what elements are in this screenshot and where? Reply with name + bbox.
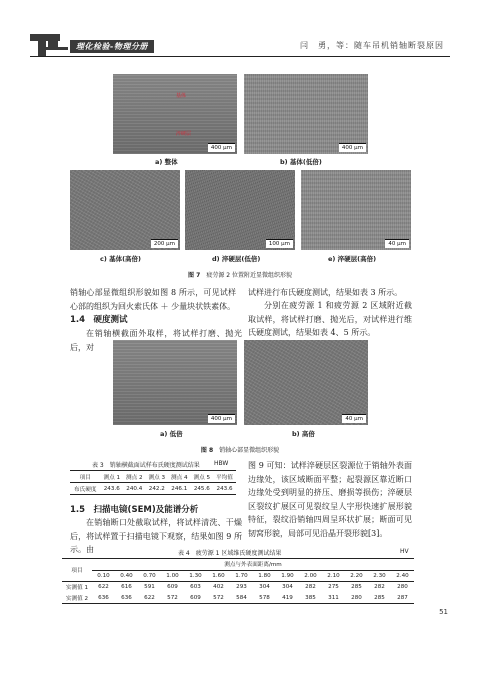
table-header-cell: 测点 2: [123, 471, 146, 483]
panel-label: a) 低倍: [160, 430, 183, 438]
scale-bar: 100 μm: [266, 239, 293, 248]
micrograph-7b: [244, 74, 368, 154]
table-cell: 282: [305, 584, 316, 591]
paragraph-sem-intro: 在销轴断口处截取试样，将试样清洗、干燥后，将试样置于扫描电镜下观察，结果如图 9 所示。由: [70, 518, 242, 554]
table-cell: 572: [213, 594, 224, 601]
table-header-cell: 测点 5: [191, 471, 214, 483]
table-cell: 636: [121, 594, 132, 601]
micrograph-7c: [70, 170, 180, 250]
table-4: [62, 558, 414, 604]
annotation-hardened-layer: 淬硬层: [176, 131, 192, 137]
table-4-caption: 表 4 疲劳源 1 区域维氏硬度测试结果: [178, 550, 282, 557]
figure-7-caption: [0, 270, 480, 279]
table-header-cell: 0.40: [115, 570, 138, 582]
scale-bar: 400 μm: [208, 143, 235, 152]
table-header-cell: 2.20: [345, 570, 368, 582]
micrograph-7e: [301, 170, 411, 250]
table-header-cell: 测点 3: [146, 471, 169, 483]
table-row: [70, 483, 236, 495]
table-cell: 311: [328, 594, 339, 601]
figure-number: 图 7: [188, 272, 201, 279]
table-header-cell: 0.70: [138, 570, 161, 582]
panel-label: c) 基体(高倍): [100, 255, 142, 263]
panel-label: e) 淬硬层(高倍): [328, 255, 377, 263]
table-header-row: [62, 570, 414, 582]
table-cell: 609: [167, 584, 178, 591]
table-header-cell: 0.10: [92, 570, 115, 582]
panel-label: b) 基体(低倍): [280, 158, 322, 166]
table-cell: 572: [167, 594, 178, 601]
table-cell: 245.6: [193, 485, 210, 492]
figure-number: 图 8: [200, 447, 214, 454]
table-cell: 419: [282, 594, 293, 601]
table-header-cell: 2.00: [299, 570, 322, 582]
annotation-matrix: 基体: [176, 93, 187, 99]
section-1-4-heading: 1.4 硬度测试: [70, 315, 128, 325]
table-row-label: 实测值 1: [65, 585, 89, 592]
page-number: 51: [439, 608, 448, 616]
table-cell: 布氏硬度: [74, 486, 97, 493]
table-header-cell: 2.30: [368, 570, 391, 582]
table-cell: 285: [351, 584, 362, 591]
paragraph-sem-findings: 图 9 可知：试样淬硬层区裂源位于销轴外表面边缘处，该区域断面平整；起裂源区靠近断口边缘处受到明显的挤压、磨损等损伤；淬硬层区裂纹扩展区可见裂纹呈人字形快速扩展形貌特征，裂纹沿销轴四周呈环状扩展；断面可见韧窝形貌，局部可见沿晶开裂形貌[3]。: [248, 461, 412, 538]
table-header-cell: 1.00: [161, 570, 184, 582]
table-group-header-cell: 测点与外表面距离/mm: [92, 559, 414, 571]
micrograph-7a: [113, 74, 237, 154]
table-cell: 293: [236, 584, 247, 591]
table-cell: 280: [351, 594, 362, 601]
scale-bar: 40 μm: [385, 239, 409, 248]
table-row: [62, 582, 414, 593]
table-cell: 622: [144, 594, 155, 601]
table-header-row: [70, 471, 236, 483]
figure-caption-text: 销轴心部显微组织形貌: [219, 447, 280, 454]
table-cell: 280: [397, 584, 408, 591]
table-group-header-row: [62, 559, 414, 571]
table-cell: 609: [190, 594, 201, 601]
table-header-cell: 1.60: [207, 570, 230, 582]
panel-label: a) 整体: [155, 158, 178, 166]
table-row: [62, 593, 414, 604]
table-cell: 240.4: [126, 485, 143, 492]
paragraph-vickers-intro: 分别在疲劳源 1 和疲劳源 2 区域附近截取试样，将试样打磨、抛光后，对试样进行维氏硬度测试，结果如表 4、5 所示。: [248, 301, 412, 337]
micrograph-8b: [244, 340, 368, 425]
table-cell: 275: [328, 584, 339, 591]
figure-caption-text: 疲劳源 2 位置附近显微组织形貌: [206, 272, 292, 279]
table-row-label: 实测值 2: [65, 595, 89, 602]
table-cell: 591: [144, 584, 155, 591]
figure-8-caption: [0, 445, 480, 454]
table-cell: 246.1: [171, 485, 188, 492]
table-cell: 603: [190, 584, 201, 591]
table-cell: 285: [374, 594, 385, 601]
paragraph-brinell-result: 试样进行布氏硬度测试，结果如表 3 所示。: [248, 288, 403, 297]
table-header-cell: 1.70: [230, 570, 253, 582]
table-cell: 385: [305, 594, 316, 601]
table-cell: 242.2: [148, 485, 165, 492]
table-4-unit: HV: [400, 548, 409, 555]
table-3-unit: HBW: [214, 460, 229, 467]
table-header-cell: 项目: [62, 559, 92, 582]
journal-title: 理化检验-物理分册: [70, 40, 154, 53]
table-cell: 243.6: [103, 485, 120, 492]
scale-bar: 40 μm: [342, 414, 366, 423]
section-1-5-heading: 1.5 扫描电镜(SEM)及能谱分析: [70, 505, 199, 515]
table-cell: 636: [98, 594, 109, 601]
panel-label: d) 淬硬层(低倍): [212, 255, 261, 263]
table-header-cell: 平均值: [213, 471, 236, 483]
header-rule: [30, 56, 450, 57]
table-header-cell: 项目: [70, 471, 101, 483]
table-cell: 622: [98, 584, 109, 591]
journal-logo: [30, 32, 72, 58]
table-3: [70, 470, 236, 495]
table-header-cell: 1.80: [253, 570, 276, 582]
table-header-cell: 测点 1: [101, 471, 124, 483]
paragraph-microstructure: 销轴心部显微组织形貌如图 8 所示，可见试样心部的组织为回火索氏体 ＋ 少量块状铁素体。: [70, 288, 236, 311]
scale-bar: 400 μm: [208, 414, 235, 423]
table-cell: 402: [213, 584, 224, 591]
table-3-caption: 表 3 销轴横截面试样布氏硬度测试结果: [92, 462, 200, 469]
table-cell: 243.6: [216, 485, 233, 492]
micrograph-7d: [185, 170, 295, 250]
scale-bar: 400 μm: [339, 143, 366, 152]
table-cell: 304: [282, 584, 293, 591]
paragraph-hardness-intro: 在销轴横截面外取样，将试样打磨、抛光后，对: [70, 329, 242, 352]
table-header-cell: 2.40: [391, 570, 414, 582]
micrograph-8a: [113, 340, 237, 425]
table-cell: 584: [236, 594, 247, 601]
table-cell: 578: [259, 594, 270, 601]
table-cell: 287: [397, 594, 408, 601]
scale-bar: 200 μm: [151, 239, 178, 248]
running-title: 闫 勇，等：随车吊机销轴断裂原因: [300, 41, 444, 50]
table-header-cell: 测点 4: [168, 471, 191, 483]
table-cell: 282: [374, 584, 385, 591]
table-cell: 304: [259, 584, 270, 591]
table-header-cell: 2.10: [322, 570, 345, 582]
table-header-cell: 1.90: [276, 570, 299, 582]
table-cell: 616: [121, 584, 132, 591]
table-header-cell: 1.30: [184, 570, 207, 582]
panel-label: b) 高倍: [292, 430, 315, 438]
